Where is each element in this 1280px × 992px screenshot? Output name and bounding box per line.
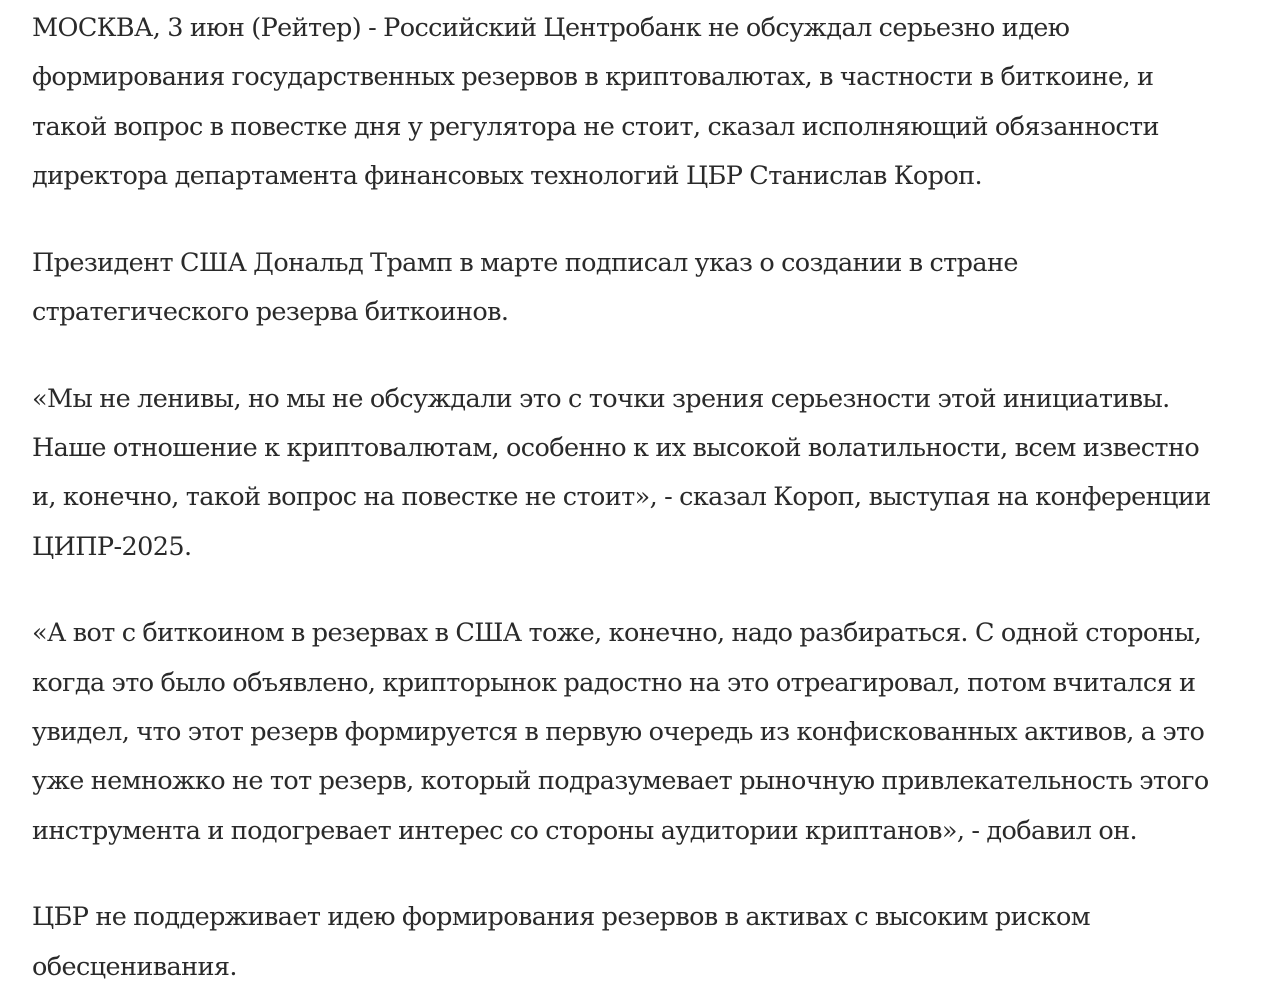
- text-line: МОСКВА, 3 июн (Рейтер) - Российский Центробанк не обсуждал серьезно идею: [32, 13, 1070, 43]
- paragraph-quote-1: [32, 375, 1278, 572]
- paragraph-closing: [32, 893, 1278, 992]
- text-line: уже немножко не тот резерв, который подразумевает рыночную привлекательность этого: [32, 766, 1209, 797]
- text-line: увидел, что этот резерв формируется в первую очередь из конфискованных активов, а это: [32, 717, 1205, 748]
- text-line: и, конечно, такой вопрос на повестке не стоит», - сказал Короп, выступая на конференции: [32, 482, 1211, 513]
- text-line: обесценивания.: [32, 951, 237, 982]
- text-line: Президент США Дональд Трамп в марте подписал указ о создании в стране: [32, 247, 1018, 278]
- text-line: такой вопрос в повестке дня у регулятора не стоит, сказал исполняющий обязанности: [32, 111, 1159, 142]
- text-line: стратегического резерва биткоинов.: [32, 296, 509, 327]
- text-line: «Мы не ленивы, но мы не обсуждали это с точки зрения серьезности этой инициативы.: [32, 383, 1170, 414]
- paragraph-quote-2: [32, 609, 1278, 855]
- text-line: «А вот с биткоином в резервах в США тоже, конечно, надо разбираться. С одной стороны,: [32, 618, 1202, 649]
- text-line: инструмента и подогревает интерес со стороны аудитории криптанов», - добавил он.: [32, 815, 1138, 846]
- text-line: директора департамента финансовых технологий ЦБР Станислав Короп.: [32, 160, 983, 191]
- article-body: [32, 4, 1278, 992]
- paragraph-trump-decree: [32, 239, 1278, 338]
- text-line: когда это было объявлено, крипторынок радостно на это отреагировал, потом вчитался и: [32, 667, 1196, 698]
- text-line: ЦИПР-2025.: [32, 531, 192, 562]
- paragraph-lead: [32, 4, 1278, 201]
- text-line: формирования государственных резервов в криптовалютах, в частности в биткоине, и: [32, 62, 1154, 93]
- text-line: Наше отношение к криптовалютам, особенно к их высокой волатильности, всем известно: [32, 433, 1200, 464]
- text-line: ЦБР не поддерживает идею формирования резервов в активах с высоким риском: [32, 902, 1091, 933]
